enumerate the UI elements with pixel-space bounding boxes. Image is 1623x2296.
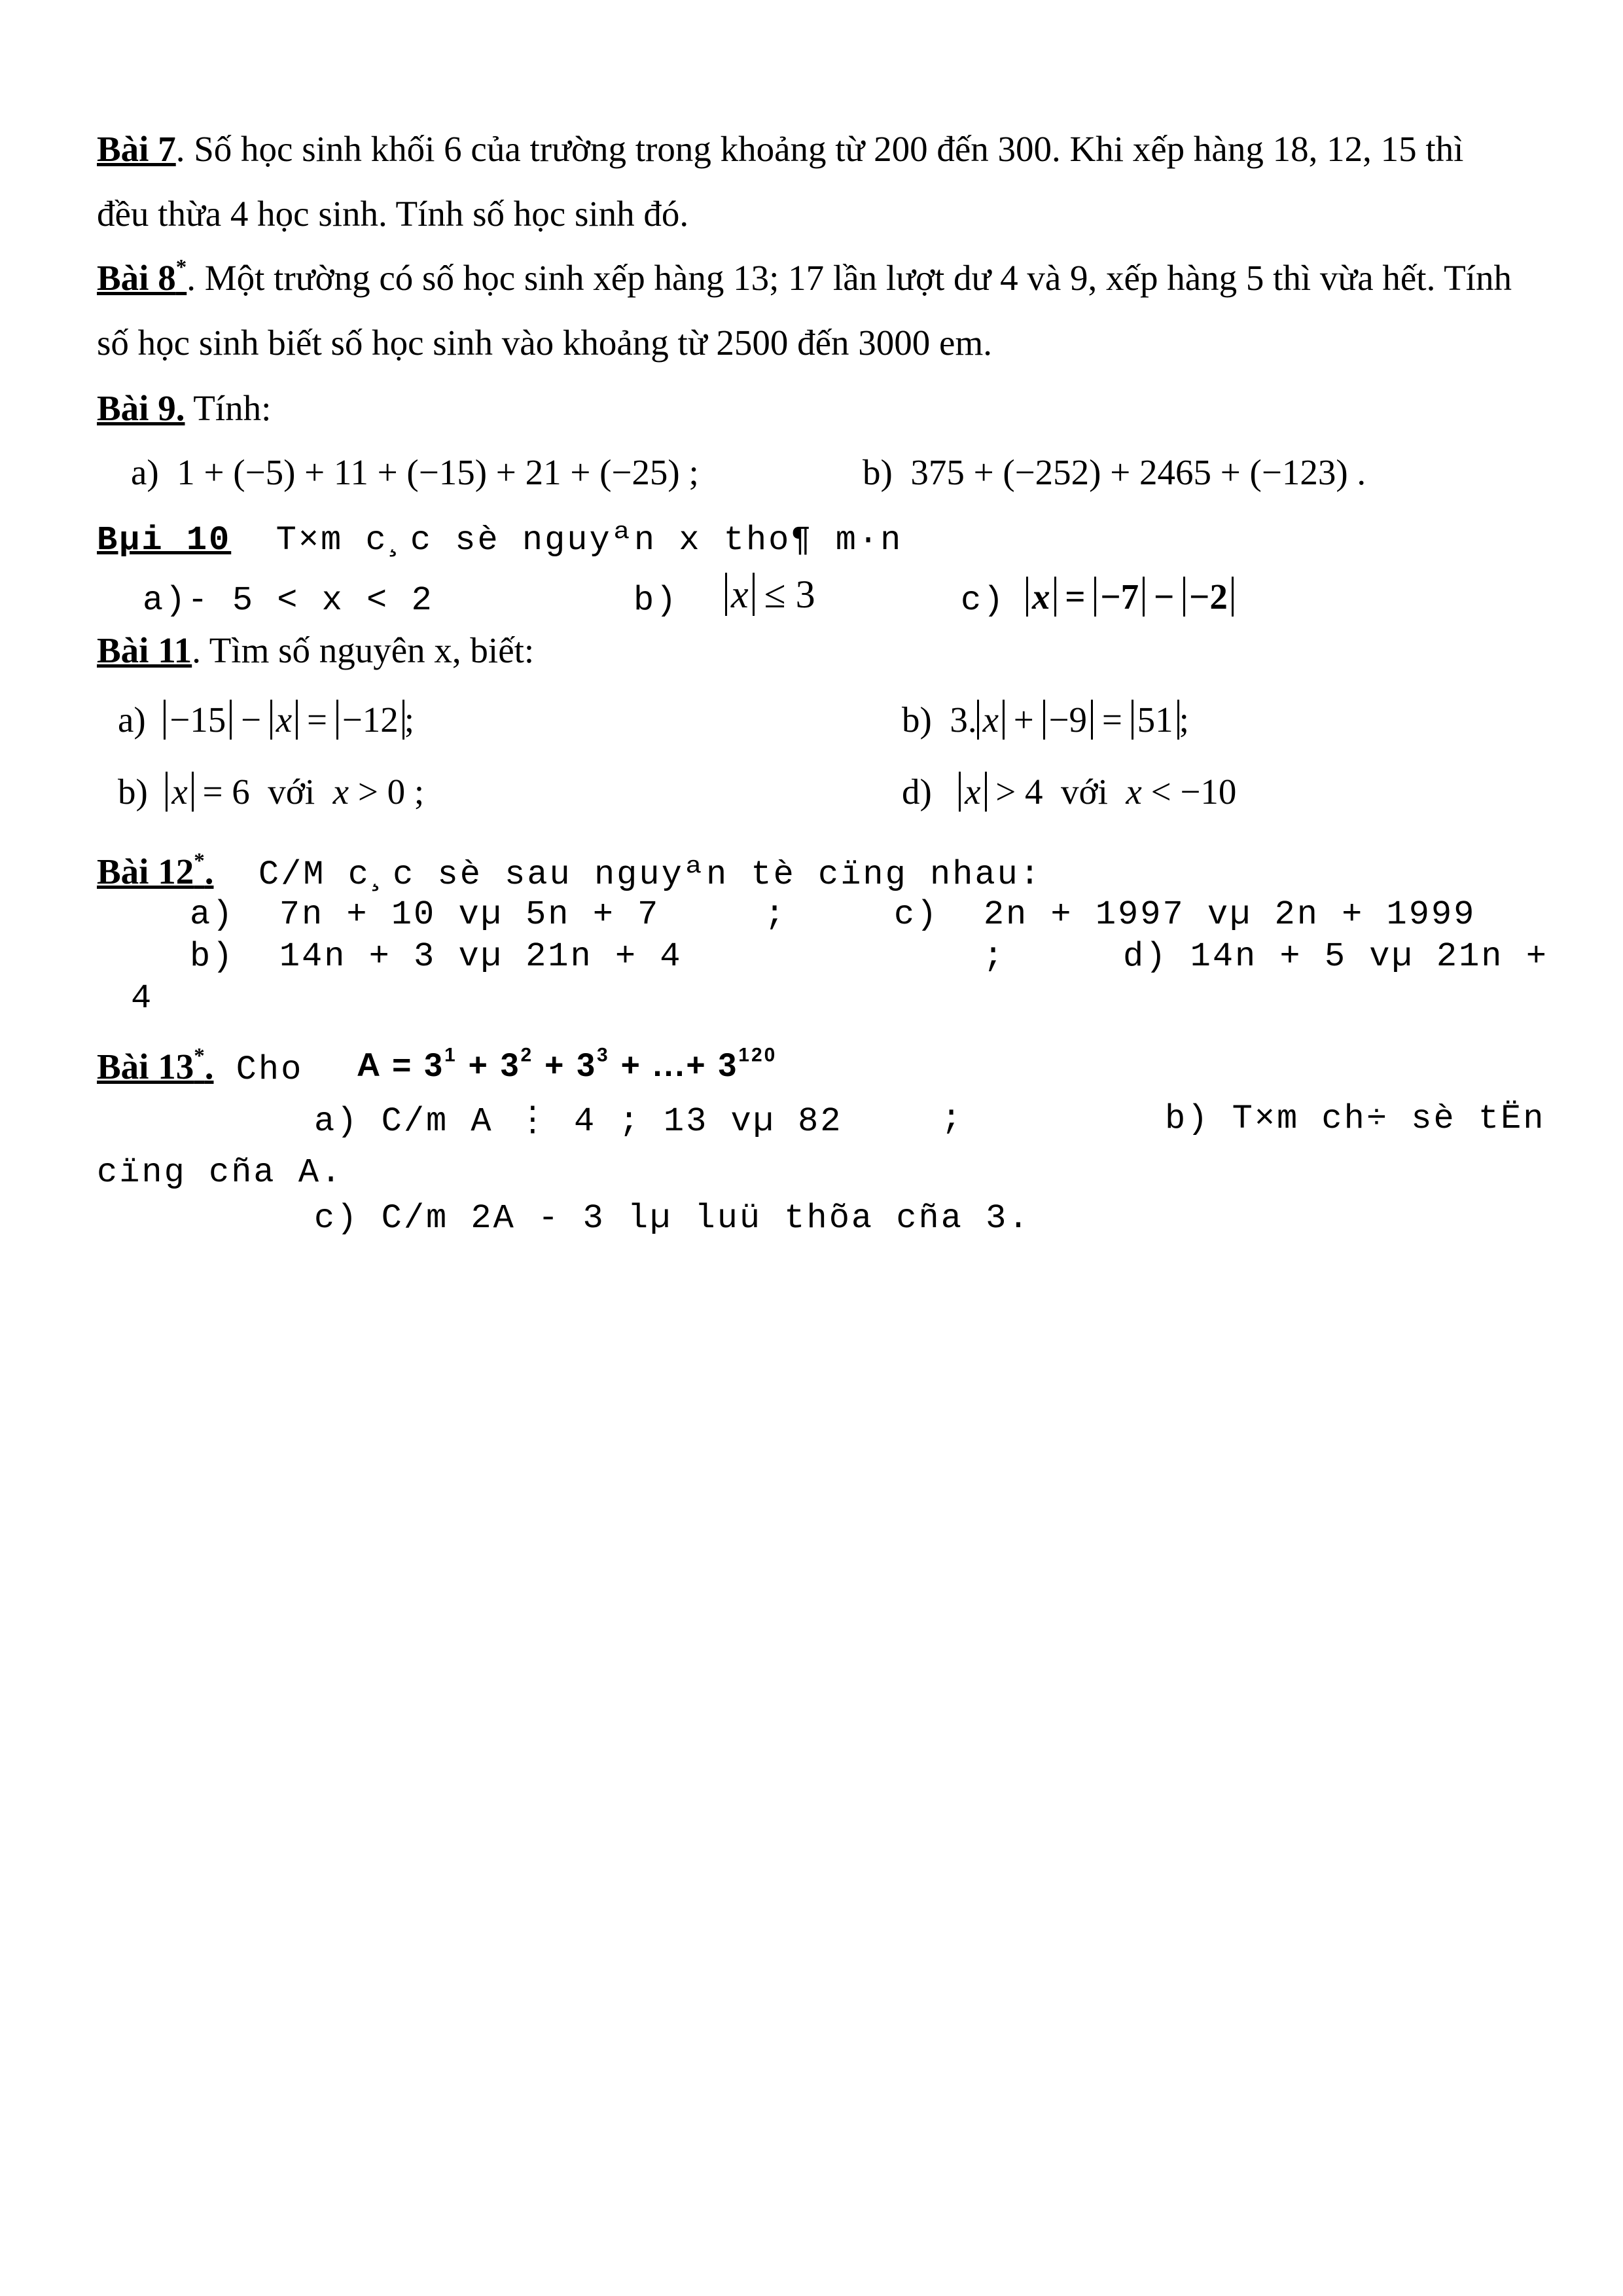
- bai11-d-cond-var: x: [1126, 772, 1142, 812]
- bai11-b-abs-x: x: [977, 700, 1005, 740]
- bai12-rest: C/M c¸c sè sau nguyªn tè cïng nhau:: [213, 855, 1043, 894]
- bai11-d-label: d): [902, 772, 932, 812]
- bai11-b-abs-v2: 51: [1132, 700, 1179, 740]
- bai11-a-eq: =: [298, 700, 336, 740]
- bai13-star: *: [194, 1044, 205, 1068]
- bai11-b-label: b): [902, 700, 932, 740]
- bai7-text1: . Số học sinh khối 6 của trường trong khoảng từ 200 đến 300. Khi xếp hàng 18, 12, 15 thì: [175, 129, 1464, 169]
- bai7-title: Bài 7: [97, 129, 176, 169]
- bai11-d-gt: > 4 với: [986, 772, 1126, 812]
- bai10-rest: T×m c¸c sè nguyªn x tho¶ m·n: [231, 521, 903, 560]
- bai11-c-abs-x: x: [166, 772, 193, 812]
- bai11-b-abs-v1: −9: [1043, 700, 1094, 740]
- bai11-a-label: a): [118, 700, 146, 740]
- bai12-a-semi: ;: [764, 895, 787, 934]
- bai12-b-semi: ;: [983, 937, 1006, 976]
- bai9-b-expr: 375 + (−252) + 2465 + (−123) .: [910, 452, 1366, 492]
- bai13-title: Bài 13*.: [97, 1044, 214, 1086]
- bai13-c: c) C/m 2A - 3 lµ luü thõa cña 3.: [314, 1199, 1031, 1238]
- bai12-star: *: [194, 849, 205, 873]
- bai12-heading: [97, 851, 1042, 894]
- bai9-b: [863, 452, 1366, 493]
- bai11-d-abs-x: x: [959, 772, 986, 812]
- bai11-c: [118, 771, 424, 812]
- bai10-c-abs-v1: −7: [1094, 577, 1145, 617]
- bai10-c-label: c): [961, 581, 1006, 620]
- bai12-title: Bài 12*.: [97, 849, 214, 891]
- bai8-title: Bài 8*: [97, 255, 187, 298]
- bai12-c: c) 2n + 1997 vµ 2n + 1999: [894, 895, 1476, 934]
- bai10-a: a)- 5 < x < 2: [143, 581, 434, 620]
- bai9-rest: Tính:: [185, 388, 272, 428]
- bai9-a: [131, 452, 699, 493]
- bai11-a-minus: −: [232, 700, 270, 740]
- bai13-b: b) T×m ch÷ sè tËn: [1165, 1100, 1546, 1138]
- bai13-b-cont: cïng cña A.: [97, 1153, 344, 1192]
- bai8-line1: [97, 257, 1512, 298]
- bai11-b-end: ;: [1179, 700, 1189, 740]
- bai13-formula: $A = 3^1 + 3^2 + 3^3$ + ...+ $3^{120}$: [357, 1044, 777, 1083]
- bai11-a: [118, 699, 414, 740]
- bai10-b-rest: ≤ 3: [754, 573, 815, 616]
- bai10-c-abs-x: x: [1026, 577, 1056, 617]
- bai11-c-label: b): [118, 772, 148, 812]
- bai12-d-cont: 4: [131, 979, 154, 1018]
- bai11-c-eq: = 6 với: [193, 772, 333, 812]
- bai13-heading: [97, 1046, 303, 1089]
- bai7-line1: [97, 128, 1463, 170]
- bai11-c-cond-var: x: [332, 772, 349, 812]
- bai10-b-expr: [725, 572, 815, 617]
- bai11-b-plus: +: [1005, 700, 1043, 740]
- bai10-c-expr: [1026, 576, 1234, 617]
- bai11-a-end: ;: [404, 700, 415, 740]
- bai12-d: d) 14n + 5 vµ 21n +: [1123, 937, 1548, 976]
- bai10-c-abs-v2: −2: [1183, 577, 1234, 617]
- bai10-c-minus: −: [1145, 577, 1184, 617]
- bai8-text1: . Một trường có số học sinh xếp hàng 13; 17 lần lượt dư 4 và 9, xếp hàng 5 thì vừa hết. Tính: [187, 258, 1512, 298]
- bai11-title: Bài 11: [97, 630, 192, 670]
- bai13-a-semi: ;: [941, 1100, 964, 1138]
- bai9-title: Bài 9.: [97, 388, 185, 428]
- bai11-b-eq: =: [1093, 700, 1132, 740]
- bai13-a: a) C/m A ⋮ 4 ; 13 vµ 82: [314, 1102, 843, 1141]
- bai9-heading: [97, 387, 271, 429]
- bai11-rest: . Tìm số nguyên x, biết:: [192, 630, 535, 670]
- bai11-a-abs-x: x: [270, 700, 298, 740]
- bai11-d-cond: < −10: [1141, 772, 1237, 812]
- bai7-line2: đều thừa 4 học sinh. Tính số học sinh đó.: [97, 194, 689, 234]
- bai10-heading: [97, 521, 902, 560]
- bai12-a: a) 7n + 10 vµ 5n + 7: [190, 895, 660, 934]
- bai11-a-abs-v1: −15: [164, 700, 232, 740]
- bai8-line2: số học sinh biết số học sinh vào khoảng từ 2500 đến 3000 em.: [97, 323, 992, 363]
- bai8-star: *: [175, 255, 187, 279]
- bai10-b-abs-x: x: [725, 573, 755, 616]
- bai10-title: Bµi 10: [97, 521, 232, 560]
- bai11-c-cond: > 0 ;: [349, 772, 425, 812]
- bai11-heading: [97, 630, 534, 671]
- bai11-d: [902, 771, 1236, 812]
- bai9-a-label: a): [131, 452, 159, 492]
- bai11-b: [902, 699, 1189, 740]
- bai10-c-eq: =: [1056, 577, 1095, 617]
- bai10-b-label: b): [633, 581, 679, 620]
- bai9-a-expr: 1 + (−5) + 11 + (−15) + 21 + (−25) ;: [177, 452, 699, 492]
- bai13-cho: Cho: [213, 1050, 304, 1089]
- bai11-a-abs-v2: −12: [336, 700, 404, 740]
- bai12-b: b) 14n + 3 vµ 21n + 4: [190, 937, 683, 976]
- bai9-b-label: b): [863, 452, 893, 492]
- bai11-b-pre: 3.: [950, 700, 977, 740]
